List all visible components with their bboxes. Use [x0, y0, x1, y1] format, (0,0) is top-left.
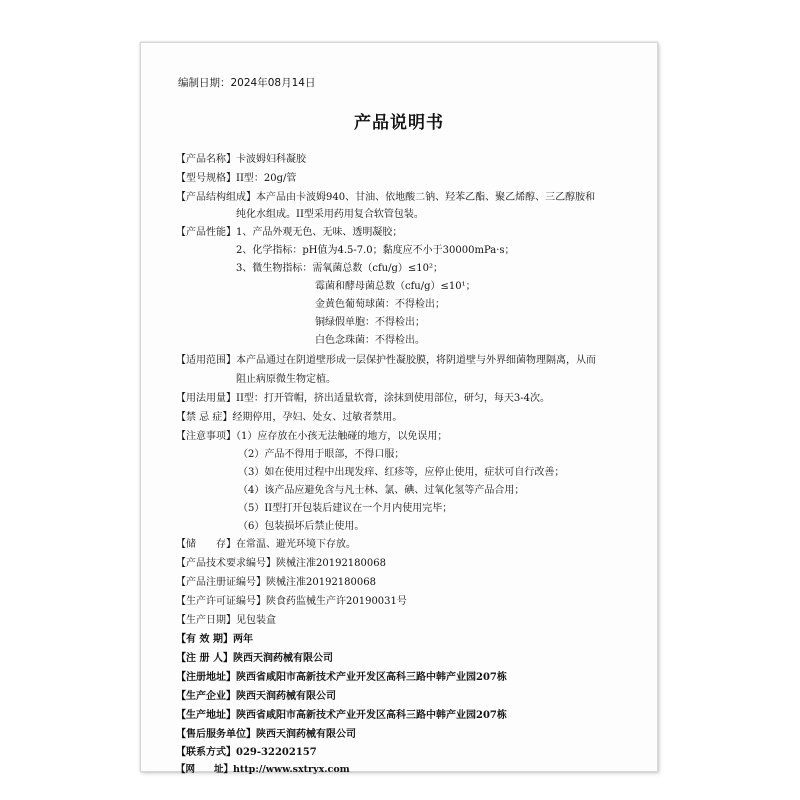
performance-line-4: 霉菌和酵母菌总数（cfu/g）≤10¹；: [315, 281, 476, 292]
performance-line-1: 【产品性能】1、产品外观无色、无味、透明凝胶；: [176, 227, 403, 238]
instruction-sheet: [140, 42, 658, 775]
production-date: 【生产日期】见包装盒: [176, 615, 276, 626]
product-name: 【产品名称】卡波姆妇科凝胶: [176, 154, 306, 165]
validity-period: 【有 效 期】两年: [176, 634, 253, 645]
notes-line-3: （3）如在使用过程中出现发痒、红疹等，应停止使用，症状可自行改善；: [238, 467, 565, 478]
composition-line-1: 【产品结构组成】本产品由卡波姆940、甘油、依地酸二钠、羟苯乙酯、聚乙烯醇、三乙醇胺和: [176, 192, 596, 203]
manufacturer: 【生产企业】陕西天润药械有限公司: [176, 691, 336, 702]
performance-line-6: 铜绿假单胞：不得检出；: [315, 317, 425, 328]
notes-line-5: （5）II型打开包装后建议在一个月内使用完毕；: [238, 503, 453, 514]
registration-address: 【注册地址】陕西省咸阳市高新技术产业开发区高科三路中韩产业园207栋: [176, 672, 507, 683]
website: 【网 址】http://www.sxtryx.com: [176, 764, 350, 775]
tech-requirement-number: 【产品技术要求编号】陕械注准20192180068: [176, 558, 386, 569]
production-license-number: 【生产许可证编号】陕食药监械生产许20190031号: [176, 596, 407, 607]
compile-date: 编制日期：2024年08月14日: [178, 77, 316, 89]
registration-certificate-number: 【产品注册证编号】陕械注准20192180068: [176, 577, 376, 588]
registrant: 【注 册 人】陕西天润药械有限公司: [176, 653, 333, 664]
notes-line-1: 【注意事项】（1）应存放在小孩无法触碰的地方，以免误用；: [176, 431, 448, 442]
notes-line-2: （2）产品不得用于眼部，不得口服；: [238, 449, 405, 460]
contraindication: 【禁 忌 症】经期停用，孕妇、处女、过敏者禁用。: [176, 412, 403, 423]
page-title: 产品说明书: [354, 113, 444, 133]
contact-info: 【联系方式】029-32202157: [176, 747, 317, 758]
performance-line-2: 2、化学指标：pH值为4.5-7.0；黏度应不小于30000mPa·s；: [236, 245, 515, 256]
notes-line-4: （4）该产品应避免含与凡士林、氯、碘、过氧化氢等产品合用；: [238, 485, 525, 496]
production-address: 【生产地址】陕西省咸阳市高新技术产业开发区高科三路中韩产业园207栋: [176, 710, 507, 721]
after-sales-unit: 【售后服务单位】陕西天润药械有限公司: [176, 729, 356, 740]
scope-line-1: 【适用范围】本产品通过在阴道壁形成一层保护性凝胶膜，将阴道壁与外界细菌物理隔离，从而: [176, 355, 596, 366]
scope-line-2: 阻止病原微生物定植。: [236, 374, 336, 385]
usage: 【用法用量】II型：打开管帽，挤出适量软膏，涂抹到使用部位，研匀，每天3-4次。: [176, 393, 551, 404]
performance-line-5: 金黄色葡萄球菌：不得检出；: [315, 299, 445, 310]
model-spec: 【型号规格】II型：20g/管: [176, 173, 297, 184]
performance-line-7: 白色念珠菌：不得检出。: [315, 335, 425, 346]
notes-line-6: （6）包装损坏后禁止使用。: [238, 521, 365, 532]
performance-line-3: 3、微生物指标：需氧菌总数（cfu/g）≤10²；: [236, 263, 443, 274]
composition-line-2: 纯化水组成。II型采用药用复合软管包装。: [236, 209, 424, 220]
storage: 【储 存】在常温、避光环境下存放。: [176, 539, 356, 550]
